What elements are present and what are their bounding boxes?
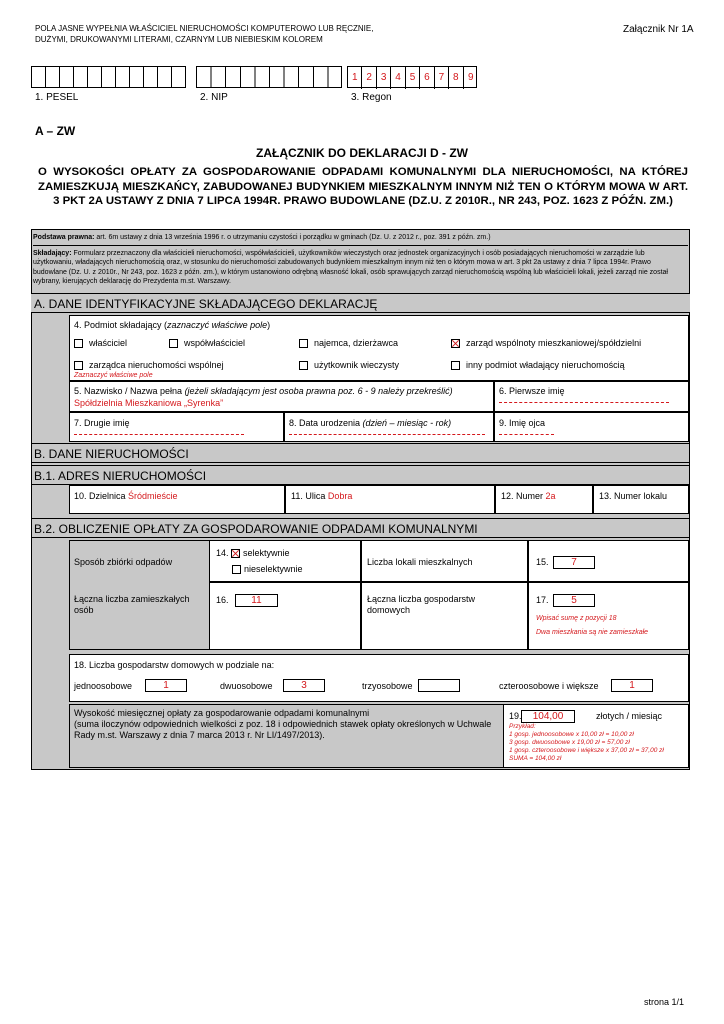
page-number: strona 1/1 [644,997,685,1007]
unit-number-field[interactable] [593,485,689,514]
checkbox-icon[interactable] [74,339,83,348]
filers-info [33,249,686,287]
option-housing-board[interactable]: zarząd wspólnoty mieszkaniowej/spółdzielni [451,338,641,348]
father-name-field[interactable] [494,412,689,442]
section-b-heading [31,443,690,463]
regon-digit[interactable]: 2 [362,67,376,89]
entity-type-label: 4. Podmiot składający (zaznaczyć właściwe pole) [74,320,271,330]
collection-field [209,540,361,582]
households-value[interactable]: 5 [553,594,595,607]
street-number-field[interactable] [495,485,593,514]
name-value: Spółdzielnia Mieszkaniowa „Syrenka” [74,398,224,408]
households-label: Łączna liczba gospodarstw domowych [367,594,476,615]
households-note-1: Wpisać sumę z pozycji 18 [536,615,617,622]
attachment-number: Załącznik Nr 1A [623,24,694,35]
three-person-label: trzyosobowe [362,681,413,691]
entity-hint: Zaznaczyć właściwe pole [74,372,153,379]
four-plus-value[interactable]: 1 [611,679,653,692]
option-property-manager[interactable]: zarządca nieruchomości wspólnej [74,360,224,370]
option-co-owner[interactable]: współwłaściciel [169,338,245,348]
regon-digit[interactable]: 9 [467,72,474,83]
legal-basis [33,231,688,246]
father-name-line [499,434,554,435]
fee-field-number: 19. [509,711,522,721]
selective-option[interactable]: 14. selektywnie [216,548,290,558]
option-tenant[interactable]: najemca, dzierżawca [299,338,398,348]
birth-date-field[interactable] [284,412,494,442]
district-label: 10. Dzielnica Śródmieście [74,491,178,501]
two-person-label: dwuosobowe [220,681,273,691]
residents-field-number: 16. [216,595,229,605]
section-b-title: B. DANE NIERUCHOMOŚCI [34,447,189,461]
checkbox-icon[interactable] [299,339,308,348]
household-breakdown-field [69,654,689,702]
breakdown-label: 18. Liczba gospodarstw domowych w podziale na: [74,660,275,670]
fee-desc: (suma iloczynów odpowiednich wielkości z poz. 18 i odpowiednich stawek opłaty określonych w Uchwale Rady m.st. Warszawy z dnia 7 marca 2013 r. Nr LI/1497/2013). [74,719,492,740]
second-name-line [74,434,244,435]
option-perpetual-user[interactable]: użytkownik wieczysty [299,360,399,370]
section-b2-heading [31,518,690,538]
fee-field[interactable] [503,704,689,768]
three-person-value[interactable] [418,679,460,692]
one-person-label: jednoosobowe [74,681,133,691]
regon-digit[interactable]: 1 [348,67,362,89]
birth-date-line [289,434,485,435]
regon-digit[interactable]: 8 [449,67,463,89]
section-code: A – ZW [35,124,76,138]
form-subtitle: O WYSOKOŚCI OPŁATY ZA GOSPODAROWANIE ODPADAMI KOMUNALNYMI DLA NIERUCHOMOŚCI, NA KTÓREJ ZAMIESZKUJĄ MIESZKAŃCY, ZABUDOWANEJ BUDYNKIEM MIESZKALNYM INNYM NIŻ TEN O KTÓRYM MOWA W ART. 3 PKT 2A USTAWY Z DNIA 7 LIPCA 1994R. PRAWO BUDOWLANE (DZ.U. Z 2010R., NR 243, POZ. 1623 Z PÓŹN. ZM.) [38,166,688,207]
regon-digit[interactable]: 3 [377,67,391,89]
regon-digit[interactable]: 6 [420,67,434,89]
second-name-label: 7. Drugie imię [74,418,130,428]
first-name-line [499,402,669,403]
form-title: ZAŁĄCZNIK DO DEKLARACJI D - ZW [256,146,468,160]
regon-label: 3. Regon [351,92,392,103]
checked-checkbox-icon[interactable] [451,339,460,348]
first-name-field[interactable] [494,381,689,412]
residents-value[interactable]: 11 [235,594,278,607]
instructions [35,23,373,45]
households-field[interactable] [528,582,689,650]
units-label: Liczba lokali mieszkalnych [367,557,473,567]
instruction-line-2: DUŻYMI, DRUKOWANYMI LITERAMI, CZARNYM LUB NIEBIESKIM KOLOREM [35,35,323,44]
collection-label: Sposób zbiórki odpadów [74,557,173,567]
checkbox-icon[interactable] [169,339,178,348]
section-b1-heading [31,465,690,485]
units-field-number: 15. [536,557,549,567]
regon-digit[interactable]: 5 [406,67,420,89]
units-value[interactable]: 7 [553,556,595,569]
name-label: 5. Nazwisko / Nazwa pełna (jeżeli składającym jest osoba prawna poz. 6 - 9 należy przekreślić) [74,386,453,396]
households-note-2: Dwa mieszkania są nie zamieszkałe [536,629,649,636]
checkbox-icon[interactable] [74,361,83,370]
nonselective-option[interactable]: nieselektywnie [232,564,303,574]
households-label-cell [361,582,528,650]
regon-field[interactable] [347,66,477,88]
section-a-heading [31,293,690,313]
checked-checkbox-icon[interactable] [231,549,240,558]
street-label: 11. Ulica Dobra [291,491,353,501]
fee-description [74,708,494,741]
nip-field[interactable] [196,66,342,88]
father-name-label: 9. Imię ojca [499,418,546,428]
section-b1-title: B.1. ADRES NIERUCHOMOŚCI [34,469,207,483]
filers-text: Formularz przeznaczony dla właścicieli nieruchomości, współwłaścicieli, użytkowników wieczystych oraz jednostek organizacyjnych i osób posiadających nieruchomości w zarządzie lub użytkowaniu, władających nieruchomością oraz, w stosunku do nieruchomości zabudowanych budynkiem mieszkalnym innym niż ten o którym mowa w art. 3 pkt 2a ustawy z dnia 7 lipca 1994r. Prawo budowlane (Dz. U. z 2010r., Nr 243, poz. 1623 z późn. zm.), w którym ustanowiono odrębną własność lokali, osób sprawujących zarząd nieruchomością wspólną lub właścicieli lokali, jeżeli zarząd nie został wybrany, kierujących deklarację do Prezydenta m.st. Warszawy. [33,250,668,286]
legal-basis-text: art. 6m ustawy z dnia 13 września 1996 r. o utrzymaniu czystości i porządku w gminach (Dz. U. z 2012 r., poz. 391 z późn. zm.) [94,234,491,241]
units-field[interactable] [528,540,689,582]
fee-label: Wysokość miesięcznej opłaty za gospodarowanie odpadami komunalnymi [74,708,370,718]
units-label-cell [361,540,528,582]
nip-label: 2. NIP [200,92,228,103]
section-a-title: A. DANE IDENTYFIKACYJNE SKŁADAJĄCEGO DEKLARACJĘ [34,297,378,311]
residents-label: Łączna liczba zamieszkałych osób [74,594,190,615]
pesel-label: 1. PESEL [35,92,79,103]
section-b2-title: B.2. OBLICZENIE OPŁATY ZA GOSPODAROWANIE ODPADAMI KOMUNALNYMI [34,522,478,536]
checkbox-icon[interactable] [299,361,308,370]
district-field[interactable] [69,485,285,514]
one-person-value[interactable]: 1 [145,679,187,692]
four-plus-label: czteroosobowe i większe [499,681,599,691]
option-other-entity[interactable]: inny podmiot władający nieruchomością [451,360,625,370]
first-name-label: 6. Pierwsze imię [499,386,565,396]
entity-type-field [69,315,689,381]
name-field[interactable] [69,381,494,412]
fee-unit: złotych / miesiąc [596,711,663,721]
two-person-value[interactable]: 3 [283,679,325,692]
pesel-field[interactable] [31,66,186,88]
street-number-label: 12. Numer 2a [501,491,556,501]
residents-field[interactable] [209,582,361,650]
legal-basis-label: Podstawa prawna: [33,234,95,241]
filers-label: Składający: [33,250,72,257]
option-owner[interactable]: właściciel [74,338,127,348]
unit-number-label: 13. Numer lokalu [599,491,668,501]
fee-example: Przykład: 1 gosp. jednoosobowe x 10,00 zł = 10,00 zł 3 gosp. dwuosobowe x 19,00 zł = 57,00 zł 1 gosp. czteroosobowe i większe x 37,00 zł = 37,00 zł SUMA = 104,00 zł [509,723,664,762]
fee-value[interactable]: 104,00 [521,710,575,723]
second-name-field[interactable] [69,412,284,442]
instruction-line-1: POLA JASNE WYPEŁNIA WŁAŚCICIEL NIERUCHOMOŚCI KOMPUTEROWO LUB RĘCZNIE, [35,24,374,33]
checkbox-icon[interactable] [232,565,241,574]
regon-digit[interactable]: 4 [391,67,405,89]
households-field-number: 17. [536,595,549,605]
birth-date-label: 8. Data urodzenia (dzień – miesiąc - rok) [289,418,452,428]
street-field[interactable] [285,485,495,514]
checkbox-icon[interactable] [451,361,460,370]
regon-digit[interactable]: 7 [435,67,449,89]
